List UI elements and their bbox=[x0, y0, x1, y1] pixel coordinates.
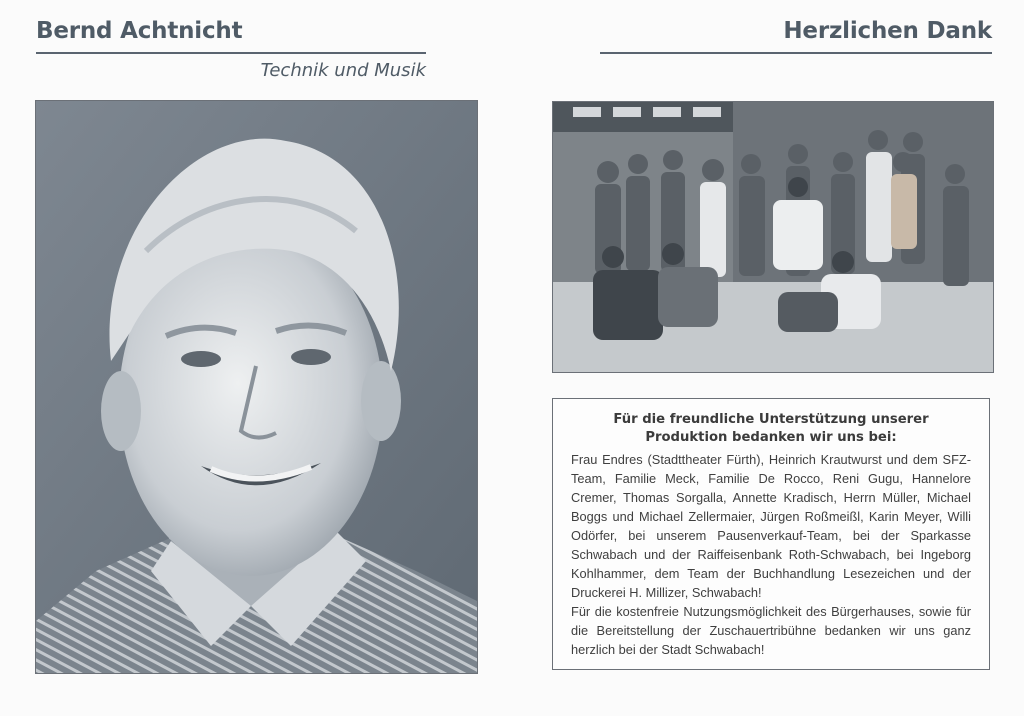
heading-rule-left bbox=[36, 52, 426, 54]
person-name: Bernd Achtnicht bbox=[36, 18, 243, 44]
thanks-heading: Für die freundliche Unterstützung unserer Produktion bedanken wir uns bei: bbox=[613, 412, 929, 445]
thanks-box bbox=[552, 398, 990, 670]
person-role: Technik und Musik bbox=[260, 60, 426, 81]
portrait-illustration bbox=[36, 101, 477, 673]
group-photo bbox=[552, 101, 994, 373]
portrait-photo bbox=[35, 100, 478, 674]
thanks-paragraph: Frau Endres (Stadttheater Fürth), Heinrich Krautwurst und dem SFZ-Team, Familie Meck, Familie De Rocco, Reni Gugu, Hannelore Cremer, Thomas Sorgalla, Annette Kradisch, Herrn Müller, Michael Boggs und Michael Zellermaier, Jürgen Roßmeißl, Karin Meyer, Willi Odörfer, bei unserem Pausenverkauf-Team, bei der Sparkasse Schwabach und der Raiffeisenbank Roth-Schwabach, bei Ingeborg Kohlhammer, dem Team der Buchhandlung Lesezeichen und der Druckerei H. Millizer, Schwabach! bbox=[571, 452, 971, 600]
thanks-paragraph: Für die kostenfreie Nutzungsmöglichkeit des Bürgerhauses, sowie für die Bereitstellung der Zuschauertribühne bedanken wir uns ganz herzlich bei der Stadt Schwabach! bbox=[571, 604, 971, 657]
heading-rule-right bbox=[600, 52, 992, 54]
group-photo-illustration bbox=[553, 102, 993, 372]
page-title: Herzlichen Dank bbox=[783, 18, 992, 44]
right-page bbox=[512, 0, 1024, 716]
